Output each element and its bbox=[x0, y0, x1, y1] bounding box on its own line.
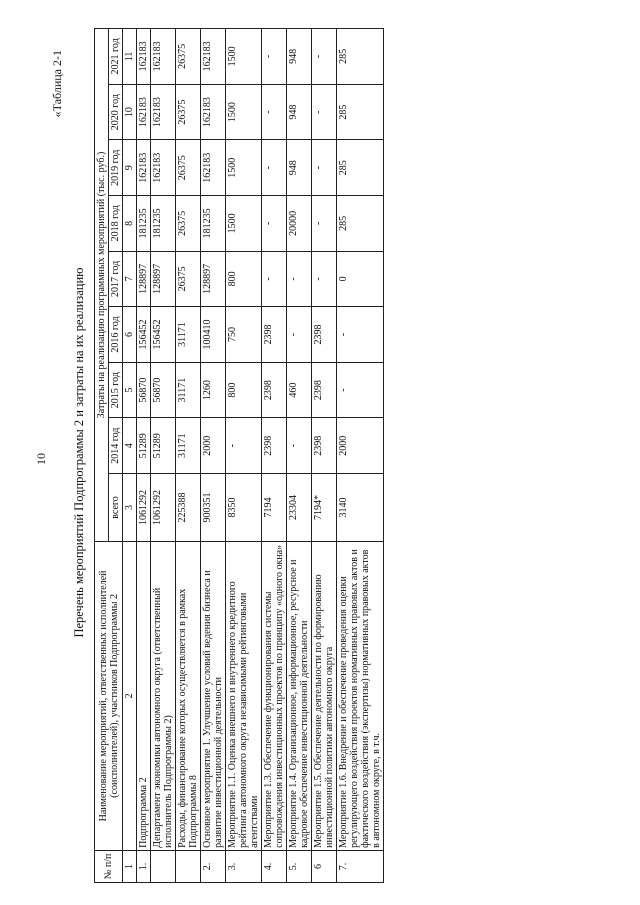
year-cost: 0 bbox=[337, 251, 384, 307]
table-row bbox=[337, 29, 384, 883]
year-cost: 181235 bbox=[137, 196, 151, 252]
year-cost: 1500 bbox=[226, 140, 262, 196]
year-cost: 56870 bbox=[137, 362, 151, 418]
table-row bbox=[287, 29, 312, 883]
table-row bbox=[312, 29, 337, 883]
year-cost: - bbox=[287, 307, 312, 363]
measure-name: Мероприятие 1.5. Обеспечение деятельности по формированию инвестиционной политики автономного округа bbox=[312, 541, 337, 850]
year-cost: 20000 bbox=[287, 196, 312, 252]
header-total: всего bbox=[109, 474, 123, 542]
measure-name: Мероприятие 1.1. Оценка внешнего и внутреннего кредитного рейтинга автономного округа независимыми рейтинговыми агентствами bbox=[226, 541, 262, 850]
year-cost: 26375 bbox=[176, 251, 201, 307]
year-cost: 285 bbox=[337, 84, 384, 140]
year-cost: 285 bbox=[337, 196, 384, 252]
row-number: 5. bbox=[287, 850, 312, 882]
col-index: 9 bbox=[123, 140, 137, 196]
year-cost: 128897 bbox=[151, 251, 176, 307]
total-cost: 3140 bbox=[337, 474, 384, 542]
measure-name: Расходы, финансирование которых осуществляется в рамках Подпрограммы 8 bbox=[176, 541, 201, 850]
year-cost: 1500 bbox=[226, 84, 262, 140]
measures-table bbox=[94, 28, 384, 883]
row-number: 1. bbox=[137, 850, 151, 882]
table-title: Перечень мероприятий Подпрограммы 2 и затраты на их реализацию bbox=[72, 267, 86, 638]
year-cost: 800 bbox=[226, 251, 262, 307]
year-cost: - bbox=[312, 196, 337, 252]
measure-name: Основное мероприятие 1. Улучшение условий ведения бизнеса и развитие инвестиционной деятельности bbox=[201, 541, 226, 850]
year-cost: 162183 bbox=[151, 140, 176, 196]
header-name: Наименование мероприятий, ответственных исполнителей (соисполнителей), участников Подпрограммы 2 bbox=[95, 541, 123, 850]
year-cost: 26375 bbox=[176, 29, 201, 85]
row-number: 4. bbox=[262, 850, 287, 882]
col-index: 5 bbox=[123, 362, 137, 418]
col-index: 1 bbox=[123, 850, 137, 882]
year-cost: 128897 bbox=[137, 251, 151, 307]
year-cost: 162183 bbox=[201, 29, 226, 85]
header-year: 2018 год bbox=[109, 196, 123, 252]
year-cost: 128897 bbox=[201, 251, 226, 307]
measure-name: Мероприятие 1.4. Организационное, информационное, ресурсное и кадровое обеспечение инвестиционной деятельности bbox=[287, 541, 312, 850]
year-cost: - bbox=[312, 140, 337, 196]
year-cost: 948 bbox=[287, 84, 312, 140]
row-number bbox=[176, 850, 201, 882]
total-cost: 1061292 bbox=[137, 474, 151, 542]
year-cost: - bbox=[262, 84, 287, 140]
year-cost: 948 bbox=[287, 140, 312, 196]
year-cost: - bbox=[337, 307, 384, 363]
col-index: 8 bbox=[123, 196, 137, 252]
table-row bbox=[226, 29, 262, 883]
year-cost: - bbox=[262, 140, 287, 196]
year-cost: 181235 bbox=[151, 196, 176, 252]
year-cost: 156452 bbox=[137, 307, 151, 363]
year-cost: 31171 bbox=[176, 362, 201, 418]
year-cost: 162183 bbox=[151, 29, 176, 85]
row-number: 3. bbox=[226, 850, 262, 882]
measure-name: Департамент экономики автономного округа (ответственный исполнитель Подпрограммы 2) bbox=[151, 541, 176, 850]
column-index-row bbox=[123, 29, 137, 883]
year-cost: 162183 bbox=[137, 140, 151, 196]
year-cost: 162183 bbox=[151, 84, 176, 140]
year-cost: - bbox=[262, 29, 287, 85]
year-cost: - bbox=[312, 84, 337, 140]
year-cost: 181235 bbox=[201, 196, 226, 252]
header-year: 2019 год bbox=[109, 140, 123, 196]
header-year: 2015 год bbox=[109, 362, 123, 418]
year-cost: 26375 bbox=[176, 196, 201, 252]
year-cost: 31171 bbox=[176, 418, 201, 474]
year-cost: - bbox=[312, 251, 337, 307]
col-index: 11 bbox=[123, 29, 137, 85]
table-row bbox=[151, 29, 176, 883]
year-cost: 162183 bbox=[201, 84, 226, 140]
year-cost: - bbox=[287, 418, 312, 474]
row-number: 7. bbox=[337, 850, 384, 882]
total-cost: 1061292 bbox=[151, 474, 176, 542]
year-cost: 2000 bbox=[337, 418, 384, 474]
year-cost: - bbox=[262, 251, 287, 307]
header-year: 2016 год bbox=[109, 307, 123, 363]
row-number bbox=[151, 850, 176, 882]
year-cost: 100410 bbox=[201, 307, 226, 363]
year-cost: 162183 bbox=[201, 140, 226, 196]
year-cost: 460 bbox=[287, 362, 312, 418]
total-cost: 23304 bbox=[287, 474, 312, 542]
year-cost: - bbox=[262, 196, 287, 252]
header-costs: Затраты на реализацию программных мероприятий (тыс. руб.) bbox=[95, 29, 109, 542]
col-index: 7 bbox=[123, 251, 137, 307]
year-cost: 26375 bbox=[176, 140, 201, 196]
header-num: № п/п bbox=[95, 850, 123, 882]
col-index: 2 bbox=[123, 541, 137, 850]
year-cost: 26375 bbox=[176, 84, 201, 140]
year-cost: - bbox=[287, 251, 312, 307]
measure-name: Мероприятие 1.3. Обеспечение функционирования системы сопровождения инвестиционных проектов по принципу «одного окна» bbox=[262, 541, 287, 850]
year-cost: 285 bbox=[337, 29, 384, 85]
year-cost: 162183 bbox=[137, 84, 151, 140]
year-cost: 31171 bbox=[176, 307, 201, 363]
table-row bbox=[262, 29, 287, 883]
total-cost: 8350 bbox=[226, 474, 262, 542]
year-cost: 750 bbox=[226, 307, 262, 363]
header-year: 2021 год bbox=[109, 29, 123, 85]
header-year: 2020 год bbox=[109, 84, 123, 140]
year-cost: 2398 bbox=[312, 307, 337, 363]
year-cost: 2398 bbox=[262, 307, 287, 363]
total-cost: 225388 bbox=[176, 474, 201, 542]
year-cost: 1260 bbox=[201, 362, 226, 418]
page-number: 10 bbox=[34, 453, 48, 465]
col-index: 6 bbox=[123, 307, 137, 363]
year-cost: 285 bbox=[337, 140, 384, 196]
year-cost: 1500 bbox=[226, 196, 262, 252]
year-cost: 51289 bbox=[137, 418, 151, 474]
col-index: 10 bbox=[123, 84, 137, 140]
table-row bbox=[137, 29, 151, 883]
year-cost: 948 bbox=[287, 29, 312, 85]
table-reference: «Таблица 2-1 bbox=[50, 50, 64, 118]
year-cost: 2398 bbox=[312, 362, 337, 418]
year-cost: 51289 bbox=[151, 418, 176, 474]
col-index: 4 bbox=[123, 418, 137, 474]
row-number: 2. bbox=[201, 850, 226, 882]
year-cost: 162183 bbox=[137, 29, 151, 85]
table-row bbox=[176, 29, 201, 883]
table-row bbox=[201, 29, 226, 883]
measure-name: Подпрограмма 2 bbox=[137, 541, 151, 850]
year-cost: 2398 bbox=[312, 418, 337, 474]
year-cost: - bbox=[226, 418, 262, 474]
year-cost: - bbox=[337, 362, 384, 418]
year-cost: 2398 bbox=[262, 418, 287, 474]
year-cost: 156452 bbox=[151, 307, 176, 363]
table-body bbox=[137, 29, 384, 883]
year-cost: 800 bbox=[226, 362, 262, 418]
total-cost: 7194* bbox=[312, 474, 337, 542]
year-cost: 2000 bbox=[201, 418, 226, 474]
year-cost: 2398 bbox=[262, 362, 287, 418]
year-cost: - bbox=[312, 29, 337, 85]
row-number: 6 bbox=[312, 850, 337, 882]
year-cost: 56870 bbox=[151, 362, 176, 418]
col-index: 3 bbox=[123, 474, 137, 542]
header-year: 2014 год bbox=[109, 418, 123, 474]
total-cost: 900351 bbox=[201, 474, 226, 542]
measure-name: Мероприятие 1.6. Внедрение и обеспечение проведения оценки регулирующего воздействия проектов нормативных правовых актов и фактического воздействия (экспертизы) нормативных правовых актов в автономном округе, в т.ч. bbox=[337, 541, 384, 850]
year-cost: 1500 bbox=[226, 29, 262, 85]
total-cost: 7194 bbox=[262, 474, 287, 542]
header-year: 2017 год bbox=[109, 251, 123, 307]
